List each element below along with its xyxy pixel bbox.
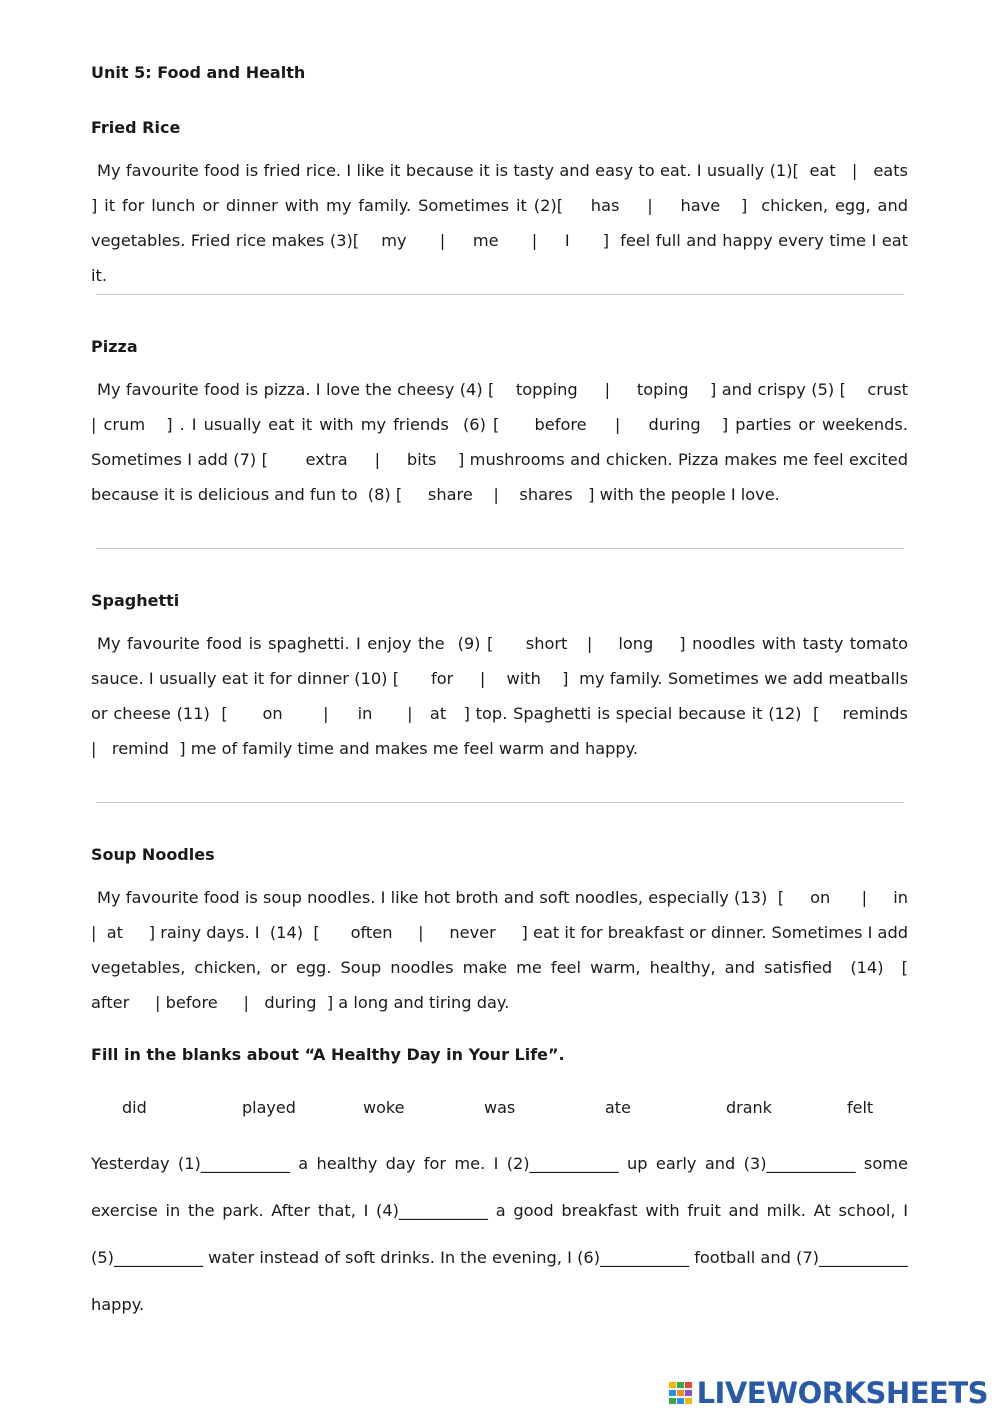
word-bank-item: ate bbox=[605, 1098, 631, 1117]
section-title: Pizza bbox=[91, 337, 138, 356]
section-title: Spaghetti bbox=[91, 591, 180, 610]
divider bbox=[96, 802, 904, 803]
word-bank-item: felt bbox=[847, 1098, 874, 1117]
divider bbox=[96, 548, 904, 549]
section-pizza bbox=[91, 337, 929, 512]
word-bank-item: woke bbox=[363, 1098, 405, 1117]
liveworksheets-logo bbox=[669, 1376, 988, 1410]
section-paragraph: My favourite food is spaghetti. I enjoy the (9) [ short | long ] noodles with tasty tomato sauce. I usually eat it for dinner (10) [ for | with ] my family. Sometimes we add meatballs or cheese (11) [ on | in | at ] top. Spaghetti is special because it (12) [ reminds | remind ] me of family time and makes me feel warm and happy. bbox=[91, 634, 939, 758]
word-bank-item: drank bbox=[726, 1098, 772, 1117]
liveworksheets-grid-icon bbox=[669, 1382, 693, 1404]
brand-name: LIVEWORKSHEETS bbox=[696, 1376, 988, 1410]
section-spaghetti bbox=[91, 591, 939, 766]
word-bank bbox=[91, 1098, 908, 1122]
section-soup-noodles bbox=[91, 845, 939, 1020]
section-title: Fried Rice bbox=[91, 118, 181, 137]
divider bbox=[96, 294, 904, 295]
word-bank-item: was bbox=[484, 1098, 516, 1117]
section-title: Soup Noodles bbox=[91, 845, 215, 864]
section-paragraph: My favourite food is fried rice. I like it because it is tasty and easy to eat. I usually (1)[ eat | eats ] it for lunch or dinner with my family. Sometimes it (2)[ has | have ] chicken, egg, and vegetables. Fried rice makes (3)[ my | me | I ] feel full and happy every time I eat it. bbox=[91, 161, 924, 285]
section-paragraph: My favourite food is pizza. I love the cheesy (4) [ topping | toping ] and crispy (5) [ crust | crum ] . I usually eat it with my friends (6) [ before | during ] parties or weekends. Sometimes I add (7) [ extra | bits ] mushrooms and chicken. Pizza makes me feel excited because it is delicious and fun to (8) [ share | shares ] with the people I love. bbox=[91, 380, 929, 504]
word-bank-item: did bbox=[122, 1098, 147, 1117]
section-fried-rice bbox=[91, 118, 924, 293]
fill-blanks-paragraph: Yesterday (1)___________ a healthy day for me. I (2)___________ up early and (3)___________ some exercise in the park. After that, I (4)___________ a good breakfast with fruit and milk. At school, I (5)___________ water instead of soft drinks. In the evening, I (6)___________ football and (7)___________ happy. bbox=[91, 1154, 914, 1314]
unit-title: Unit 5: Food and Health bbox=[91, 63, 306, 82]
word-bank-item: played bbox=[242, 1098, 296, 1117]
section-paragraph: My favourite food is soup noodles. I like hot broth and soft noodles, especially (13) [ on | in | at ] rainy days. I (14) [ often | never ] eat it for breakfast or dinner. Sometimes I add vegetables, chicken, or egg. Soup noodles make me feel warm, healthy, and satisfied (14) [ after | before | during ] a long and tiring day. bbox=[91, 888, 939, 1012]
fill-blanks-title: Fill in the blanks about “A Healthy Day in Your Life”. bbox=[91, 1045, 565, 1064]
